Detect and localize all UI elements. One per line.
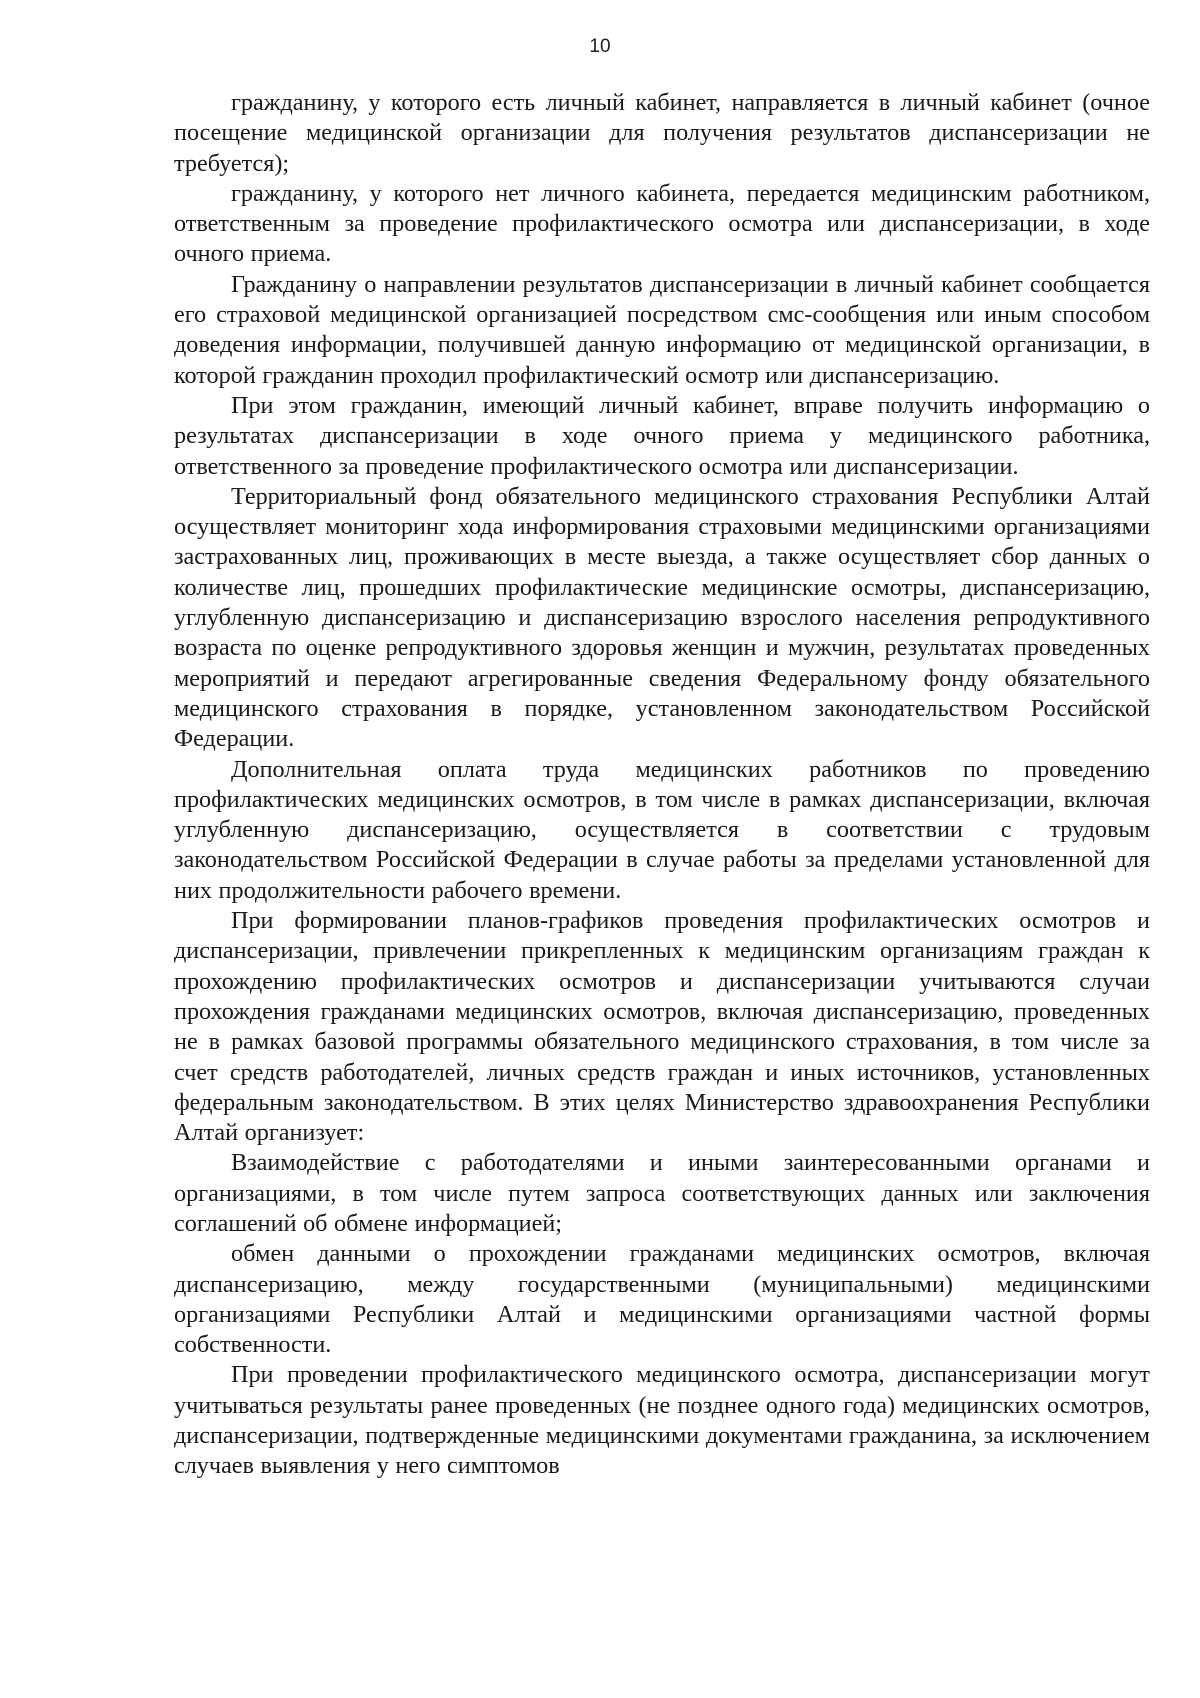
paragraph-sms-notification: Гражданину о направлении результатов диспансеризации в личный кабинет сообщается его страховой медицинской организацией посредством смс-сообщения или иным способом доведения информации, получившей данную информацию от медицинской организации, в которой гражданин проходил профилактический осмотр или диспансеризацию.	[174, 270, 1150, 389]
paragraph-in-person-results: При этом гражданин, имеющий личный кабинет, вправе получить информацию о результатах диспансеризации в ходе очного приема у медицинского работника, ответственного за проведение профилактического осмотра или диспансеризации.	[174, 391, 1150, 480]
paragraph-data-exchange: обмен данными о прохождении гражданами медицинских осмотров, включая диспансеризацию, между государственными (муниципальными) медицинскими организациями Республики Алтай и медицинскими организациями частной формы собственности.	[174, 1240, 1150, 1359]
paragraph-additional-pay: Дополнительная оплата труда медицинских работников по проведению профилактических медицинских осмотров, в том числе в рамках диспансеризации, включая углубленную диспансеризацию, осуществляется в соответствии с трудовым законодательством Российской Федерации в случае работы за пределами установленной для них продолжительности рабочего времени.	[174, 755, 1150, 904]
document-body	[174, 88, 1150, 1482]
paragraph-employer-interaction: Взаимодействие с работодателями и иными заинтересованными органами и организациями, в том числе путем запроса соответствующих данных или заключения соглашений об обмене информацией;	[174, 1149, 1150, 1237]
paragraph-prior-results: При проведении профилактического медицинского осмотра, диспансеризации могут учитываться результаты ранее проведенных (не позднее одного года) медицинских осмотров, диспансеризации, подтвержденные медицинскими документами гражданина, за исключением случаев выявления у него симптомов	[174, 1361, 1150, 1480]
paragraph-territorial-fund-monitoring: Территориальный фонд обязательного медицинского страхования Республики Алтай осуществляет мониторинг хода информирования страховыми медицинскими организациями застрахованных лиц, проживающих в месте выезда, а также осуществляет сбор данных о количестве лиц, прошедших профилактические медицинские осмотры, диспансеризацию, углубленную диспансеризацию и диспансеризацию взрослого населения репродуктивного возраста по оценке репродуктивного здоровья женщин и мужчин, результатах проведенных мероприятий и передают агрегированные сведения Федеральному фонду обязательного медицинского страхования в порядке, установленном законодательством Российской Федерации.	[174, 482, 1150, 753]
paragraph-schedule-planning: При формировании планов-графиков проведения профилактических осмотров и диспансеризации, привлечении прикрепленных к медицинским организациям граждан к прохождению профилактических осмотров и диспансеризации учитываются случаи прохождения гражданами медицинских осмотров, включая диспансеризацию, проведенных не в рамках базовой программы обязательного медицинского страхования, в том числе за счет средств работодателей, личных средств граждан и иных источников, установленных федеральным законодательством. В этих целях Министерство здравоохранения Республики Алтай организует:	[174, 907, 1150, 1147]
paragraph-personal-account-delivery: гражданину, у которого есть личный кабинет, направляется в личный кабинет (очное посещение медицинской организации для получения результатов диспансеризации не требуется);	[174, 89, 1150, 177]
page-number: 10	[589, 36, 611, 57]
paragraph-no-personal-account: гражданину, у которого нет личного кабинета, передается медицинским работником, ответственным за проведение профилактического осмотра или диспансеризации, в ходе очного приема.	[174, 179, 1150, 268]
